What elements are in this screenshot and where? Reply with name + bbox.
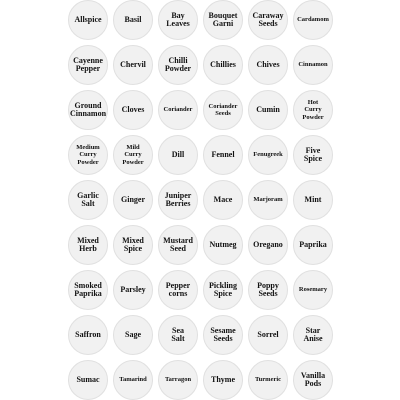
spice-label-text: Coriander Seeds bbox=[208, 102, 238, 117]
spice-label-text: Tarragon bbox=[164, 376, 192, 384]
spice-label bbox=[68, 90, 108, 130]
spice-label-text: Fennel bbox=[211, 149, 235, 159]
spice-label-text: Five Spice bbox=[303, 145, 323, 163]
spice-label-text: Coriander bbox=[163, 106, 193, 114]
spice-label bbox=[158, 90, 198, 130]
spice-label bbox=[203, 315, 243, 355]
spice-label bbox=[158, 360, 198, 400]
spice-label bbox=[203, 225, 243, 265]
spice-label-text: Bay Leaves bbox=[166, 10, 190, 28]
spice-label bbox=[248, 90, 288, 130]
spice-label bbox=[248, 270, 288, 310]
spice-label bbox=[248, 225, 288, 265]
spice-label bbox=[248, 180, 288, 220]
spice-label-text: Ground Cinnamon bbox=[70, 100, 107, 118]
spice-label bbox=[113, 135, 153, 175]
spice-label-text: Chilli Powder bbox=[164, 55, 192, 73]
spice-label-text: Star Anise bbox=[303, 325, 323, 343]
spice-label-text: Medium Curry Powder bbox=[76, 143, 100, 166]
spice-label bbox=[158, 270, 198, 310]
spice-label bbox=[293, 135, 333, 175]
spice-label bbox=[113, 90, 153, 130]
spice-label bbox=[113, 45, 153, 85]
spice-label-text: Smoked Paprika bbox=[74, 280, 102, 298]
spice-label-text: Chervil bbox=[120, 59, 146, 69]
spice-label-text: Sumac bbox=[76, 374, 100, 384]
spice-label bbox=[293, 90, 333, 130]
spice-label-text: Sorrel bbox=[257, 329, 279, 339]
spice-label bbox=[293, 270, 333, 310]
spice-label-text: Poppy Seeds bbox=[257, 280, 279, 298]
spice-label bbox=[158, 315, 198, 355]
spice-label bbox=[68, 270, 108, 310]
spice-label bbox=[203, 90, 243, 130]
spice-label-text: Tamarind bbox=[119, 376, 147, 384]
spice-label bbox=[248, 315, 288, 355]
spice-label-text: Sesame Seeds bbox=[210, 325, 236, 343]
spice-label bbox=[293, 315, 333, 355]
spice-label bbox=[113, 225, 153, 265]
spice-label bbox=[68, 135, 108, 175]
spice-label bbox=[203, 270, 243, 310]
spice-label bbox=[158, 45, 198, 85]
spice-label bbox=[113, 180, 153, 220]
spice-label-text: Mint bbox=[304, 194, 322, 204]
spice-label-text: Hot Curry Powder bbox=[302, 98, 324, 121]
spice-label bbox=[113, 0, 153, 40]
spice-label-text: Cumin bbox=[256, 104, 280, 114]
spice-label bbox=[248, 135, 288, 175]
spice-label bbox=[203, 135, 243, 175]
spice-label-text: Caraway Seeds bbox=[252, 10, 284, 28]
spice-label-text: Cinnamon bbox=[298, 61, 328, 69]
spice-label bbox=[203, 0, 243, 40]
spice-label bbox=[248, 0, 288, 40]
spice-label-text: Vanilla Pods bbox=[300, 370, 326, 388]
spice-label bbox=[68, 45, 108, 85]
spice-label-text: Mild Curry Powder bbox=[122, 143, 144, 166]
spice-label bbox=[158, 0, 198, 40]
spice-label-text: Mixed Herb bbox=[77, 235, 99, 253]
spice-label-text: Paprika bbox=[299, 239, 327, 249]
spice-label bbox=[293, 45, 333, 85]
spice-label-text: Allspice bbox=[74, 14, 102, 24]
spice-label bbox=[158, 180, 198, 220]
spice-label bbox=[158, 135, 198, 175]
spice-label-text: Sage bbox=[125, 329, 141, 339]
spice-label bbox=[293, 0, 333, 40]
spice-label bbox=[203, 360, 243, 400]
spice-label-text: Saffron bbox=[75, 329, 101, 339]
spice-label-text: Mace bbox=[213, 194, 233, 204]
spice-label-text: Juniper Berries bbox=[164, 190, 192, 208]
spice-label bbox=[68, 360, 108, 400]
spice-label-text: Cayenne Pepper bbox=[73, 55, 103, 73]
spice-label bbox=[113, 270, 153, 310]
spice-label bbox=[68, 225, 108, 265]
spice-label-text: Parsley bbox=[120, 284, 146, 294]
spice-label-text: Chillies bbox=[210, 59, 236, 69]
spice-label-text: Cloves bbox=[121, 104, 145, 114]
spice-label-text: Mixed Spice bbox=[122, 235, 144, 253]
spice-label-text: Sea Salt bbox=[171, 325, 185, 343]
spice-label bbox=[158, 225, 198, 265]
spice-label-text: Garlic Salt bbox=[77, 190, 99, 208]
spice-label-text: Nutmeg bbox=[209, 239, 237, 249]
spice-label bbox=[68, 180, 108, 220]
spice-label-text: Pickling Spice bbox=[208, 280, 237, 298]
spice-label bbox=[293, 180, 333, 220]
spice-label bbox=[293, 225, 333, 265]
spice-label-text: Fenugreek bbox=[253, 151, 283, 159]
spice-label-text: Cardamom bbox=[297, 16, 329, 24]
spice-label bbox=[293, 360, 333, 400]
spice-label-text: Dill bbox=[171, 149, 185, 159]
spice-label-text: Bouquet Garni bbox=[208, 10, 238, 28]
spice-label-text: Thyme bbox=[211, 374, 235, 384]
spice-label-text: Ginger bbox=[121, 194, 145, 204]
spice-label bbox=[68, 315, 108, 355]
spice-label-text: Turmeric bbox=[254, 376, 282, 384]
spice-label-text: Rosemary bbox=[298, 286, 328, 294]
spice-label-text: Marjoram bbox=[253, 196, 283, 204]
spice-label bbox=[203, 45, 243, 85]
spice-label-text: Chives bbox=[256, 59, 280, 69]
spice-label bbox=[113, 360, 153, 400]
spice-label-text: Basil bbox=[124, 14, 142, 24]
spice-label bbox=[113, 315, 153, 355]
spice-label bbox=[203, 180, 243, 220]
spice-label-text: Pepper corns bbox=[165, 280, 191, 298]
spice-label bbox=[248, 360, 288, 400]
spice-label-text: Mustard Seed bbox=[163, 235, 193, 253]
spice-label-text: Oregano bbox=[253, 239, 283, 249]
spice-label bbox=[68, 0, 108, 40]
spice-label bbox=[248, 45, 288, 85]
